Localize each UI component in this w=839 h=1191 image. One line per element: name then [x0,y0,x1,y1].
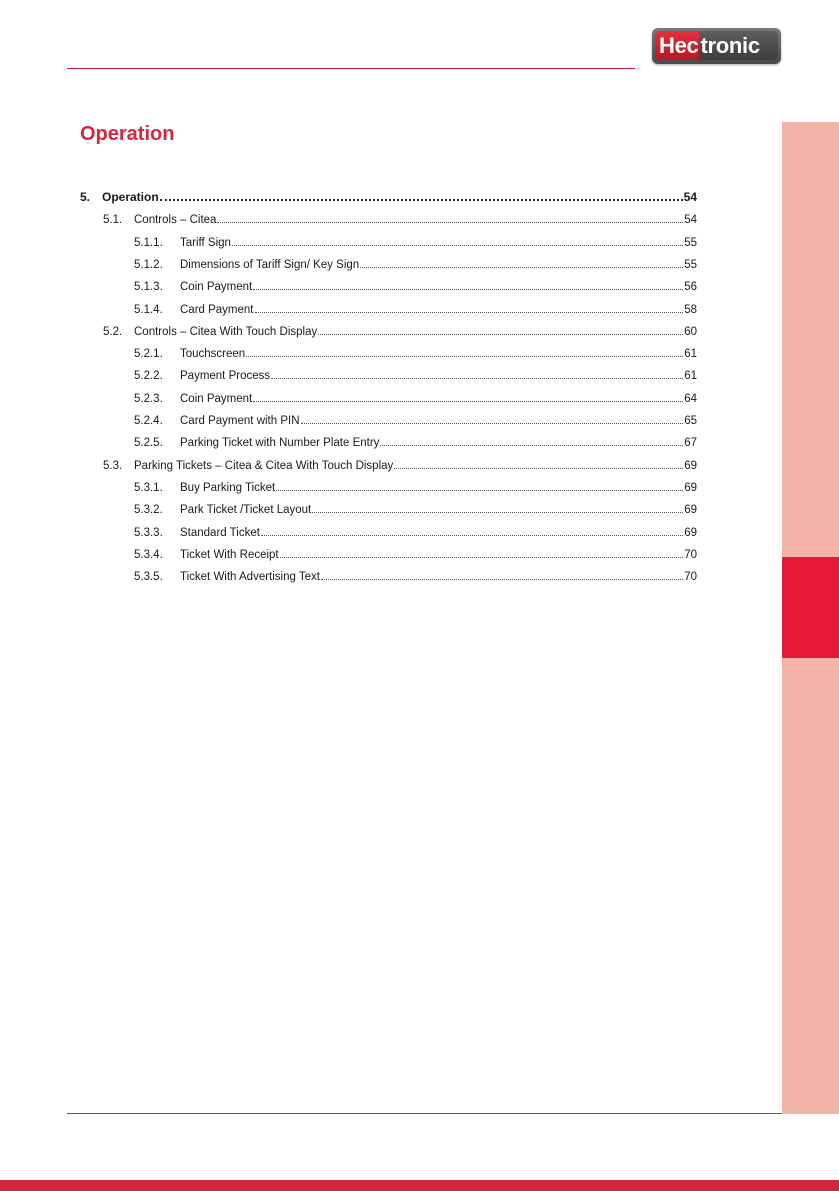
toc-entry-number: 5.1.3. [134,281,163,293]
toc-entry-number: 5.2.4. [134,415,163,427]
toc-entry-page: 61 [684,370,697,382]
toc-leader-dots [394,467,683,469]
toc-entry-5-1-3[interactable] [134,273,697,293]
toc-entry-page: 60 [684,326,697,338]
toc-entry-title: Parking Ticket with Number Plate Entry [180,437,380,449]
toc-entry-5-3-1[interactable] [134,474,697,494]
toc-entry-number: 5.1. [103,214,123,226]
toc-entry-page: 58 [684,304,697,316]
toc-entry-number: 5.1.4. [134,304,163,316]
toc-entry-page: 61 [684,348,697,360]
toc-leader-dots [261,534,683,536]
toc-entry-title: Parking Tickets – Citea & Citea With Touch Display [134,460,394,472]
toc-entry-page: 70 [684,571,697,583]
toc-entry-5-1[interactable] [103,206,697,226]
toc-entry-5-3-4[interactable] [134,541,697,561]
toc-entry-number: 5.2.5. [134,437,163,449]
toc-entry-number: 5.3.1. [134,482,163,494]
header-divider [67,68,635,69]
toc-entry-page: 55 [684,259,697,271]
toc-entry-number: 5.1.1. [134,237,163,249]
chapter-tab-active [782,557,839,658]
toc-entry-5-2[interactable] [103,318,697,338]
toc-entry-5-2-2[interactable] [134,362,697,382]
toc-entry-page: 54 [683,190,697,204]
toc-entry-number: 5.2. [103,326,123,338]
toc-leader-dots [232,244,683,246]
toc-entry-title: Controls – Citea With Touch Display [134,326,318,338]
toc-entry-title: Touchscreen [180,348,246,360]
toc-entry-5-3-5[interactable] [134,563,697,583]
toc-entry-number: 5.3. [103,460,123,472]
logo-plate [655,31,778,60]
toc-entry-number: 5.2.2. [134,370,163,382]
toc-entry-page: 69 [684,504,697,516]
toc-entry-title: Ticket With Advertising Text [180,571,320,583]
toc-leader-dots [217,221,683,223]
toc-entry-5-1-4[interactable] [134,296,697,316]
toc-entry-title: Park Ticket /Ticket Layout [180,504,312,516]
bottom-bar [0,1180,839,1191]
toc-entry-title: Buy Parking Ticket [180,482,276,494]
toc-entry-number: 5.3.2. [134,504,163,516]
toc-entry-number: 5.3.5. [134,571,163,583]
toc-entry-5-3-3[interactable] [134,519,697,539]
toc-entry-5-3[interactable] [103,452,697,472]
toc-entry-title: Ticket With Receipt [180,549,279,561]
toc-entry-title: Card Payment with PIN [180,415,300,427]
toc-entry-title: Coin Payment [180,281,253,293]
toc-entry-title: Payment Process [180,370,271,382]
logo-text-red: Hec [655,31,699,60]
toc-leader-dots [360,266,683,268]
toc-entry-5-1-2[interactable] [134,251,697,271]
toc-entry-5[interactable] [80,184,697,204]
toc-entry-title: Standard Ticket [180,527,260,539]
toc-entry-page: 69 [684,527,697,539]
toc-entry-title: Card Payment [180,304,254,316]
logo-text-grey: tronic [700,32,760,58]
hectronic-logo [652,28,781,64]
toc-entry-page: 64 [684,393,697,405]
toc-entry-page: 56 [684,281,697,293]
section-title: Operation [80,123,175,145]
toc-entry-page: 55 [684,237,697,249]
toc-leader-dots [253,288,683,290]
toc-entry-title: Tariff Sign [180,237,231,249]
toc-entry-number: 5.1.2. [134,259,163,271]
toc-leader-dots [318,333,683,335]
toc-entry-number: 5.3.3. [134,527,163,539]
toc-entry-5-2-1[interactable] [134,340,697,360]
toc-entry-page: 69 [684,460,697,472]
toc-entry-page: 65 [684,415,697,427]
toc-entry-page: 67 [684,437,697,449]
toc-leader-dots [276,489,683,491]
toc-entry-title: Coin Payment [180,393,253,405]
toc-leader-dots [280,556,684,558]
toc-leader-dots [160,198,683,201]
toc-entry-number: 5.2.1. [134,348,163,360]
toc-leader-dots [321,578,683,580]
toc-leader-dots [380,444,683,446]
toc-entry-number: 5.2.3. [134,393,163,405]
toc-entry-5-2-4[interactable] [134,407,697,427]
toc-entry-page: 54 [684,214,697,226]
toc-entry-5-3-2[interactable] [134,496,697,516]
toc-entry-title: Controls – Citea [134,214,217,226]
toc-entry-5-2-5[interactable] [134,429,697,449]
footer-divider [67,1113,782,1114]
toc-entry-number: 5.3.4. [134,549,163,561]
toc-leader-dots [312,511,683,513]
toc-entry-number: 5. [80,190,91,204]
toc-leader-dots [255,311,684,313]
toc-leader-dots [253,400,683,402]
toc-entry-title: Dimensions of Tariff Sign/ Key Sign [180,259,360,271]
toc-entry-title: Operation [102,190,159,204]
toc-entry-page: 69 [684,482,697,494]
toc-entry-page: 70 [684,549,697,561]
toc-leader-dots [271,377,683,379]
toc-leader-dots [301,422,684,424]
toc-entry-5-2-3[interactable] [134,385,697,405]
toc-entry-5-1-1[interactable] [134,229,697,249]
toc-leader-dots [246,355,683,357]
